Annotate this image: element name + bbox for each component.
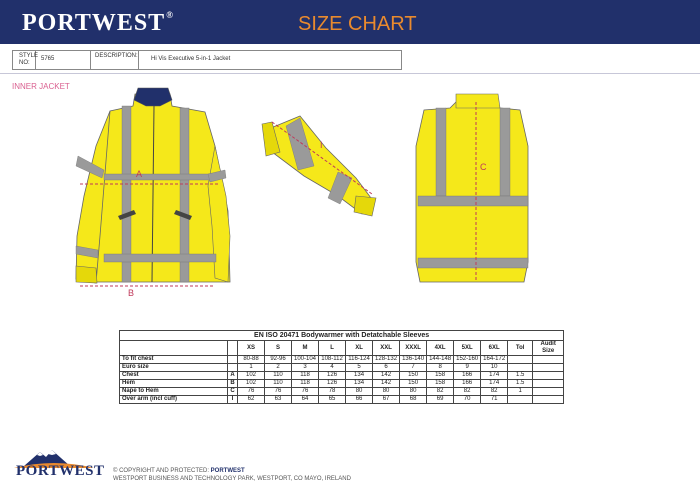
- table-cell: 67: [373, 396, 400, 404]
- table-cell: 100-104: [292, 356, 319, 364]
- audit-cell: [533, 380, 564, 388]
- table-header-row: [120, 341, 564, 356]
- table-row: [120, 388, 564, 396]
- table-cell: 158: [427, 372, 454, 380]
- table-cell: 78: [319, 388, 346, 396]
- row-label: Hem: [120, 380, 228, 388]
- size-table: [119, 330, 564, 404]
- table-cell: 9: [454, 364, 481, 372]
- row-label: To fit chest: [120, 356, 228, 364]
- table-cell: 152-160: [454, 356, 481, 364]
- tol-cell: 1.5: [508, 380, 533, 388]
- footer-logo-text: PORTWEST: [16, 463, 105, 479]
- table-cell: 158: [427, 380, 454, 388]
- size-table-container: [119, 330, 564, 404]
- table-cell: 174: [481, 372, 508, 380]
- table-cell: 71: [481, 396, 508, 404]
- table-row: [120, 356, 564, 364]
- table-cell: 62: [238, 396, 265, 404]
- table-cell: 102: [238, 380, 265, 388]
- table-cell: 128-132: [373, 356, 400, 364]
- table-cell: 144-148: [427, 356, 454, 364]
- table-cell: 76: [265, 388, 292, 396]
- divider: [0, 73, 700, 74]
- table-cell: 69: [427, 396, 454, 404]
- table-cell: 4: [319, 364, 346, 372]
- row-code: A: [228, 372, 238, 380]
- size-header: XS: [238, 341, 265, 356]
- style-label: STYLE NO:: [13, 51, 36, 69]
- brand-logo: PORTWEST®: [22, 10, 174, 36]
- table-cell: 63: [265, 396, 292, 404]
- table-cell: 3: [292, 364, 319, 372]
- tol-header: Tol: [508, 341, 533, 356]
- table-cell: 68: [400, 396, 427, 404]
- table-cell: 110: [265, 380, 292, 388]
- header-bar: [0, 0, 700, 44]
- table-cell: 164-172: [481, 356, 508, 364]
- size-header: XXXL: [400, 341, 427, 356]
- audit-cell: [533, 388, 564, 396]
- description-label: DESCRIPTION:: [91, 51, 139, 69]
- table-cell: 82: [454, 388, 481, 396]
- table-row: [120, 364, 564, 372]
- size-header: L: [319, 341, 346, 356]
- tol-cell: [508, 356, 533, 364]
- table-cell: 80: [346, 388, 373, 396]
- size-header: S: [265, 341, 292, 356]
- table-cell: 126: [319, 372, 346, 380]
- audit-cell: [533, 356, 564, 364]
- table-cell: 8: [427, 364, 454, 372]
- row-label: Nape to Hem: [120, 388, 228, 396]
- table-cell: 134: [346, 372, 373, 380]
- table-cell: 64: [292, 396, 319, 404]
- table-cell: 76: [292, 388, 319, 396]
- table-cell: 136-140: [400, 356, 427, 364]
- table-cell: 5: [346, 364, 373, 372]
- table-cell: 118: [292, 372, 319, 380]
- table-cell: 174: [481, 380, 508, 388]
- audit-cell: [533, 364, 564, 372]
- audit-size-header: Audit Size: [533, 341, 564, 356]
- table-cell: 126: [319, 380, 346, 388]
- table-cell: 80-88: [238, 356, 265, 364]
- table-row: [120, 380, 564, 388]
- table-cell: 118: [292, 380, 319, 388]
- table-cell: 102: [238, 372, 265, 380]
- row-code: I: [228, 396, 238, 404]
- table-cell: 76: [238, 388, 265, 396]
- size-header: 4XL: [427, 341, 454, 356]
- footer-copyright: © COPYRIGHT AND PROTECTED: PORTWEST WESTPORT BUSINESS AND TECHNOLOGY PARK, WESTPORT, CO MAYO, IRELAND: [113, 468, 351, 482]
- table-cell: 7: [400, 364, 427, 372]
- table-cell: 80: [400, 388, 427, 396]
- table-cell: 6: [373, 364, 400, 372]
- product-info-box: [12, 50, 402, 70]
- measure-c-label: C: [480, 162, 487, 172]
- table-cell: 10: [481, 364, 508, 372]
- table-cell: 80: [373, 388, 400, 396]
- row-code: B: [228, 380, 238, 388]
- table-cell: 92-96: [265, 356, 292, 364]
- table-title: EN ISO 20471 Bodywarmer with Detatchable Sleeves: [120, 331, 564, 341]
- table-cell: 166: [454, 372, 481, 380]
- tol-cell: 1.5: [508, 372, 533, 380]
- garment-drawings: [0, 86, 700, 306]
- table-cell: 82: [427, 388, 454, 396]
- table-cell: 150: [400, 372, 427, 380]
- table-title-row: [120, 331, 564, 341]
- size-header: 6XL: [481, 341, 508, 356]
- table-cell: 66: [346, 396, 373, 404]
- table-cell: 134: [346, 380, 373, 388]
- table-header-cell: [228, 341, 238, 356]
- table-cell: 65: [319, 396, 346, 404]
- table-cell: 108-112: [319, 356, 346, 364]
- audit-cell: [533, 372, 564, 380]
- row-label: Over arm (incl cuff): [120, 396, 228, 404]
- table-row: [120, 372, 564, 380]
- tol-cell: [508, 396, 533, 404]
- table-cell: 116-124: [346, 356, 373, 364]
- table-cell: 82: [481, 388, 508, 396]
- tol-cell: [508, 364, 533, 372]
- audit-cell: [533, 396, 564, 404]
- table-cell: 1: [238, 364, 265, 372]
- size-header: 5XL: [454, 341, 481, 356]
- table-cell: 142: [373, 380, 400, 388]
- sleeve-drawing: [262, 116, 376, 216]
- size-header: XL: [346, 341, 373, 356]
- measure-a-label: A: [136, 169, 143, 179]
- row-code: C: [228, 388, 238, 396]
- size-header: XXL: [373, 341, 400, 356]
- table-cell: 166: [454, 380, 481, 388]
- measure-b-label: B: [128, 288, 135, 298]
- description-value: Hi Vis Executive 5-in-1 Jacket: [151, 56, 231, 62]
- tol-cell: 1: [508, 388, 533, 396]
- row-label: Euro size: [120, 364, 228, 372]
- section-label: INNER JACKET: [12, 82, 70, 91]
- table-header-cell: [120, 341, 228, 356]
- measure-i-label: I: [320, 140, 323, 150]
- page-title: SIZE CHART: [298, 13, 417, 35]
- table-cell: 150: [400, 380, 427, 388]
- table-cell: 142: [373, 372, 400, 380]
- table-cell: 110: [265, 372, 292, 380]
- style-value: 5765: [36, 51, 91, 69]
- table-body: [120, 356, 564, 404]
- row-code: [228, 364, 238, 372]
- jacket-front-drawing: [76, 88, 230, 286]
- vest-back-drawing: [416, 94, 528, 282]
- size-header: M: [292, 341, 319, 356]
- table-cell: 70: [454, 396, 481, 404]
- table-cell: 2: [265, 364, 292, 372]
- row-label: Chest: [120, 372, 228, 380]
- row-code: [228, 356, 238, 364]
- table-row: [120, 396, 564, 404]
